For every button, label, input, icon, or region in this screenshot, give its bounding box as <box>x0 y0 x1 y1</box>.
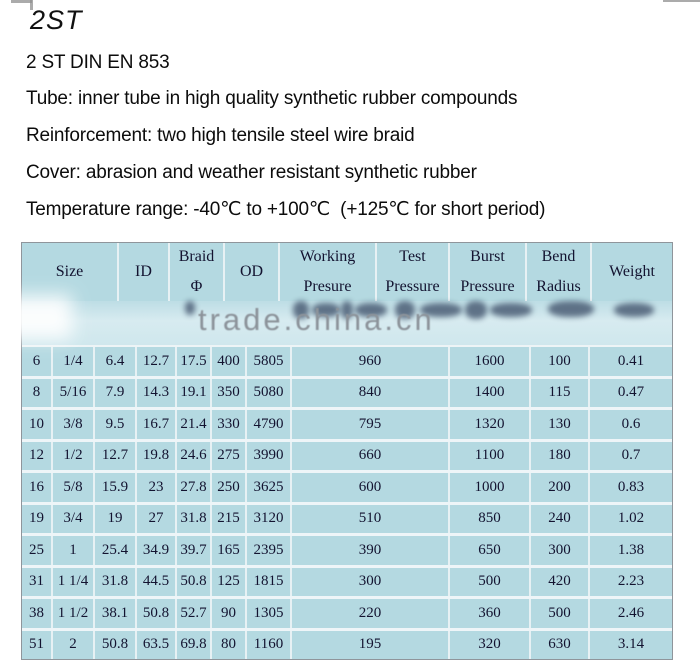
column-header-size <box>22 243 119 301</box>
table-cell: 115 <box>531 379 590 408</box>
table-cell: 795 <box>292 410 450 439</box>
table-row <box>22 536 672 568</box>
table-cell: 1/4 <box>53 347 95 376</box>
table-cell: 320 <box>450 631 531 660</box>
table-cell: 0.83 <box>590 473 672 502</box>
table-cell: 31.8 <box>177 505 212 534</box>
column-header-label: Working <box>299 248 356 265</box>
table-cell: 90 <box>212 599 247 628</box>
table-cell: 50.8 <box>137 599 177 628</box>
table-cell: 1600 <box>450 347 531 376</box>
table-cell: 23 <box>137 473 177 502</box>
table-cell: 6 <box>22 347 53 376</box>
blur-smudge <box>548 301 594 317</box>
table-cell: 10 <box>22 410 53 439</box>
column-header-label2: Presure <box>303 278 352 295</box>
table-cell: 8 <box>22 379 53 408</box>
table-cell: 1815 <box>247 568 292 597</box>
column-header-label: ID <box>135 263 152 280</box>
table-cell: 38 <box>22 599 53 628</box>
table-cell: 44.5 <box>137 568 177 597</box>
table-cell: 250 <box>212 473 247 502</box>
table-cell: 9.5 <box>95 410 137 439</box>
table-cell: 25.4 <box>95 536 137 565</box>
table-cell: 16 <box>22 473 53 502</box>
table-cell: 2 <box>53 631 95 660</box>
column-header-burst-pressure <box>450 243 527 301</box>
table-cell: 5805 <box>247 347 292 376</box>
column-header-weight <box>592 243 672 301</box>
table-cell: 400 <box>212 347 247 376</box>
column-header-label: Burst <box>470 248 505 265</box>
table-cell: 1.38 <box>590 536 672 565</box>
blur-smudge <box>465 301 487 319</box>
table-cell: 15.9 <box>95 473 137 502</box>
table-cell: 19.1 <box>177 379 212 408</box>
table-cell: 38.1 <box>95 599 137 628</box>
table-cell: 1400 <box>450 379 531 408</box>
blur-smudge <box>185 301 195 315</box>
table-cell: 215 <box>212 505 247 534</box>
table-cell: 17.5 <box>177 347 212 376</box>
table-cell: 300 <box>531 536 590 565</box>
table-cell: 6.4 <box>95 347 137 376</box>
table-cell: 1 1/4 <box>53 568 95 597</box>
table-cell: 330 <box>212 410 247 439</box>
table-row <box>22 410 672 442</box>
table-cell: 39.7 <box>177 536 212 565</box>
table-cell: 3.14 <box>590 631 672 660</box>
table-cell: 3/4 <box>53 505 95 534</box>
table-cell: 1000 <box>450 473 531 502</box>
table-cell: 69.8 <box>177 631 212 660</box>
table-cell: 240 <box>531 505 590 534</box>
corner-mark-top-right <box>663 0 700 2</box>
table-cell: 1320 <box>450 410 531 439</box>
table-row <box>22 505 672 537</box>
table-cell: 850 <box>450 505 531 534</box>
table-cell: 25 <box>22 536 53 565</box>
table-cell: 4790 <box>247 410 292 439</box>
blur-blob <box>0 295 72 339</box>
table-row <box>22 631 672 660</box>
column-header-label2: Pressure <box>385 278 440 295</box>
table-cell: 5/8 <box>53 473 95 502</box>
table-cell: 19.8 <box>137 442 177 471</box>
column-header-label2: Radius <box>536 278 581 295</box>
page-title: 2ST <box>30 5 83 35</box>
table-cell: 2.23 <box>590 568 672 597</box>
table-cell: 1/2 <box>53 442 95 471</box>
table-row <box>22 568 672 600</box>
reinforcement-description-line: Reinforcement: two high tensile steel wire braid <box>26 125 415 146</box>
table-cell: 1160 <box>247 631 292 660</box>
blur-smudge <box>614 303 654 317</box>
table-cell: 100 <box>531 347 590 376</box>
table-cell: 2395 <box>247 536 292 565</box>
temperature-range-line: Temperature range: -40℃ to +100℃ (+125℃ for short period) <box>26 199 546 220</box>
table-cell: 420 <box>531 568 590 597</box>
table-cell: 510 <box>292 505 450 534</box>
table-cell: 200 <box>531 473 590 502</box>
table-cell: 27 <box>137 505 177 534</box>
column-header-working-pressure <box>280 243 377 301</box>
table-cell: 960 <box>292 347 450 376</box>
table-cell: 16.7 <box>137 410 177 439</box>
tube-description-line: Tube: inner tube in high quality synthetic rubber compounds <box>26 88 518 109</box>
blur-smudge <box>490 303 532 317</box>
table-cell: 12.7 <box>95 442 137 471</box>
column-header-test-pressure <box>377 243 450 301</box>
table-cell: 0.7 <box>590 442 672 471</box>
table-cell: 21.4 <box>177 410 212 439</box>
table-cell: 1100 <box>450 442 531 471</box>
table-cell: 50.8 <box>177 568 212 597</box>
column-header-label: Bend <box>541 248 576 265</box>
table-cell: 7.9 <box>95 379 137 408</box>
table-cell: 19 <box>22 505 53 534</box>
table-cell: 80 <box>212 631 247 660</box>
table-cell: 50.8 <box>95 631 137 660</box>
column-header-label2: Φ <box>190 278 203 295</box>
table-cell: 130 <box>531 410 590 439</box>
column-header-label: Test <box>399 248 426 265</box>
table-row <box>22 347 672 379</box>
table-row <box>22 473 672 505</box>
column-header-braid <box>170 243 225 301</box>
column-header-id <box>119 243 170 301</box>
watermark-text: trade.china.cn <box>198 302 435 337</box>
table-row <box>22 599 672 631</box>
table-cell: 63.5 <box>137 631 177 660</box>
table-cell: 180 <box>531 442 590 471</box>
table-cell: 165 <box>212 536 247 565</box>
table-cell: 195 <box>292 631 450 660</box>
table-cell: 125 <box>212 568 247 597</box>
table-header-row <box>22 243 672 301</box>
table-cell: 2.46 <box>590 599 672 628</box>
table-cell: 650 <box>450 536 531 565</box>
table-cell: 3625 <box>247 473 292 502</box>
table-cell: 1305 <box>247 599 292 628</box>
table-cell: 12 <box>22 442 53 471</box>
table-cell: 275 <box>212 442 247 471</box>
table-cell: 660 <box>292 442 450 471</box>
table-cell: 5/16 <box>53 379 95 408</box>
standard-name-line: 2 ST DIN EN 853 <box>26 52 170 73</box>
table-row <box>22 442 672 474</box>
table-cell: 5080 <box>247 379 292 408</box>
table-cell: 360 <box>450 599 531 628</box>
table-cell: 350 <box>212 379 247 408</box>
table-cell: 1 1/2 <box>53 599 95 628</box>
table-cell: 1 <box>53 536 95 565</box>
table-cell: 600 <box>292 473 450 502</box>
table-row <box>22 379 672 411</box>
table-cell: 12.7 <box>137 347 177 376</box>
table-cell: 14.3 <box>137 379 177 408</box>
table-cell: 3/8 <box>53 410 95 439</box>
table-body <box>22 347 672 659</box>
table-cell: 0.6 <box>590 410 672 439</box>
table-cell: 27.8 <box>177 473 212 502</box>
table-cell: 840 <box>292 379 450 408</box>
table-cell: 0.47 <box>590 379 672 408</box>
column-header-label: Size <box>55 263 84 280</box>
table-cell: 51 <box>22 631 53 660</box>
table-cell: 390 <box>292 536 450 565</box>
table-cell: 3120 <box>247 505 292 534</box>
table-cell: 1.02 <box>590 505 672 534</box>
table-cell: 3990 <box>247 442 292 471</box>
column-header-bend-radius <box>527 243 592 301</box>
table-cell: 19 <box>95 505 137 534</box>
column-header-label: OD <box>239 263 264 280</box>
column-header-label2: Pressure <box>460 278 515 295</box>
table-cell: 220 <box>292 599 450 628</box>
table-cell: 630 <box>531 631 590 660</box>
column-header-label: Braid <box>178 248 215 265</box>
table-cell: 52.7 <box>177 599 212 628</box>
column-header-od <box>225 243 280 301</box>
table-cell: 500 <box>531 599 590 628</box>
table-cell: 34.9 <box>137 536 177 565</box>
cover-description-line: Cover: abrasion and weather resistant synthetic rubber <box>26 162 477 183</box>
table-cell: 31.8 <box>95 568 137 597</box>
table-cell: 31 <box>22 568 53 597</box>
table-cell: 500 <box>450 568 531 597</box>
table-cell: 300 <box>292 568 450 597</box>
column-header-label: Weight <box>609 263 655 280</box>
corner-mark-top-left <box>11 0 32 3</box>
table-cell: 24.6 <box>177 442 212 471</box>
table-cell: 0.41 <box>590 347 672 376</box>
